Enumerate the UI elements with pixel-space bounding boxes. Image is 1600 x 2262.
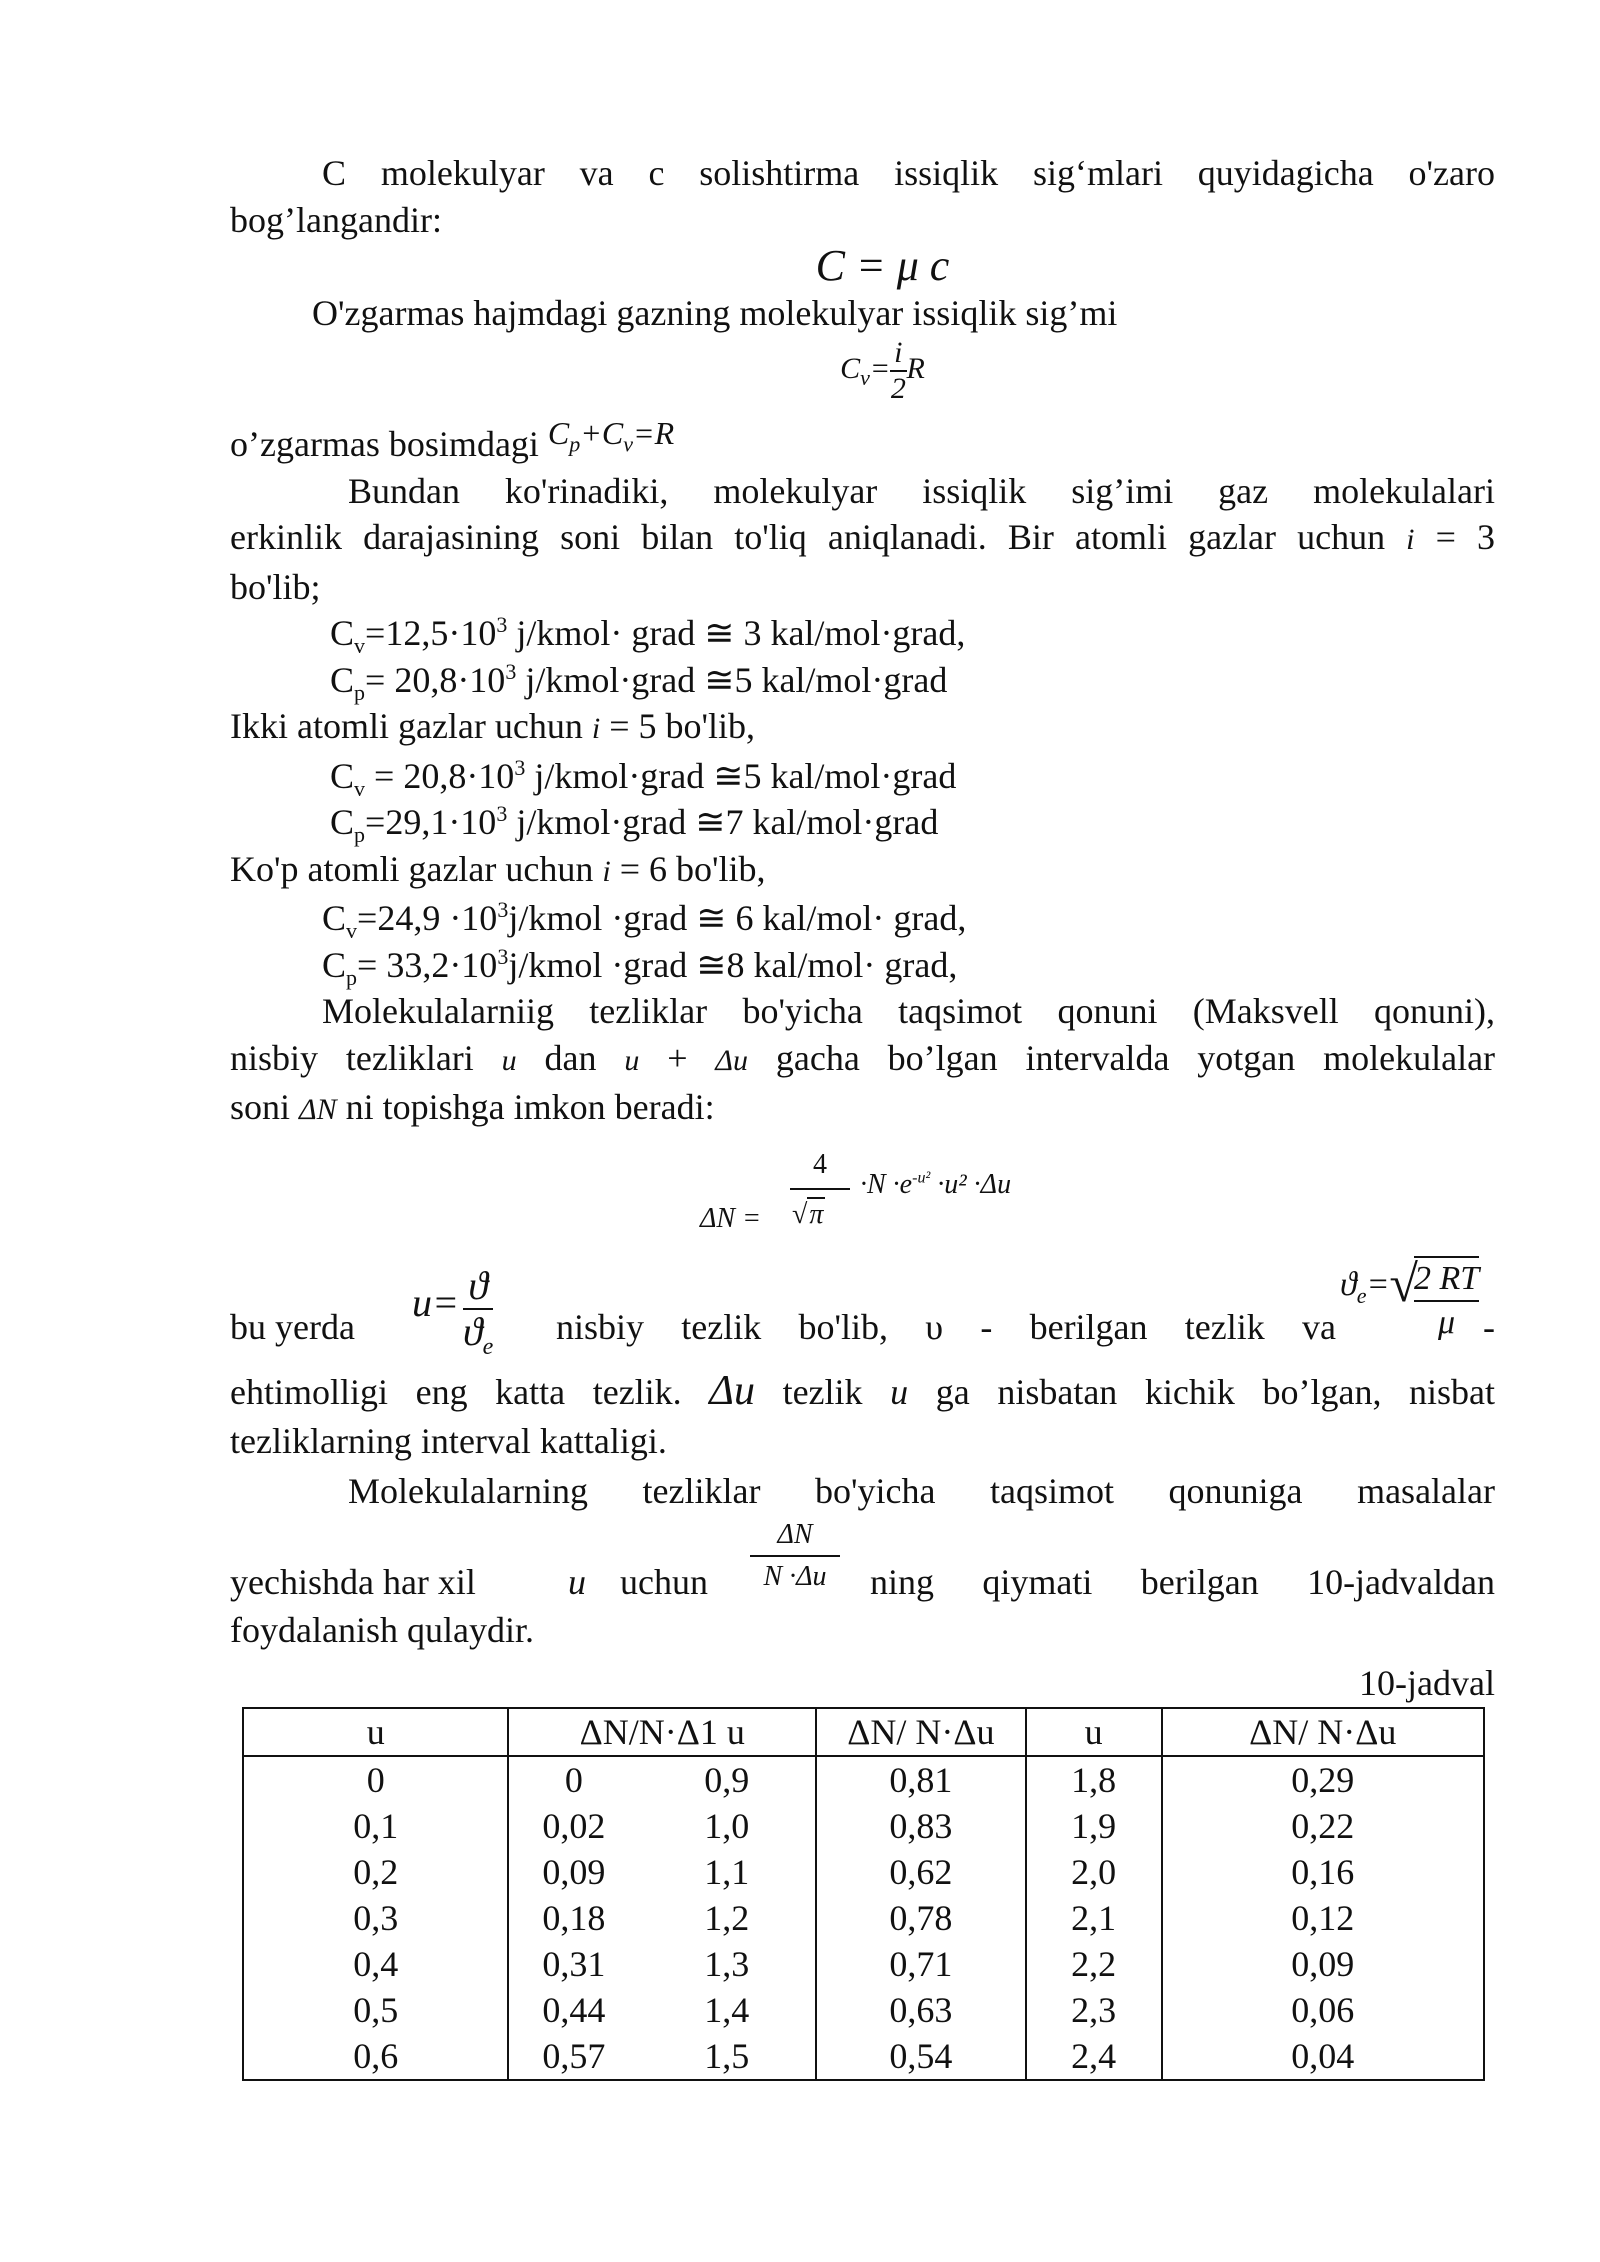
table-cell: 1,2	[704, 1898, 750, 1938]
table-cell: 0,29	[1162, 1756, 1484, 1803]
formula-plus-cv: +C	[580, 415, 624, 451]
table-row	[243, 1849, 1484, 1895]
symbol-u: u	[501, 1043, 517, 1077]
paragraph-2: O'zgarmas hajmdagi gazning molekulyar issiqlik sig’mi	[312, 292, 1118, 333]
table-cell: 2,1	[1026, 1895, 1162, 1941]
p8-text-c: ning qiymati berilgan 10-jadvaldan	[870, 1561, 1495, 1602]
theta-numerator: ϑ	[463, 1264, 493, 1310]
p6-text-a: bu yerda	[230, 1306, 355, 1347]
table-cell: 0,44	[508, 1987, 638, 2033]
exponent: 3	[497, 943, 509, 969]
table-cell: 2,0	[1026, 1849, 1162, 1895]
diatomic-cv-line: $C_v = 20,8\cdot 10^3$ j/kmol·grad ≅5 kal/mol·grad	[330, 754, 957, 801]
table-cell: 0,2	[243, 1849, 508, 1895]
formula-equals-r: =R	[632, 415, 675, 451]
fraction-numerator: ΔN	[750, 1515, 840, 1557]
paragraph-1-line-2: bog’langandir:	[230, 199, 442, 240]
table-cell: 0,57	[508, 2033, 638, 2080]
diatomic-intro-text: Ikki atomli gazlar uchun	[230, 706, 583, 746]
table-cell: 0,63	[816, 1987, 1026, 2033]
polyatomic-cv-tail: j/kmol ·grad ≅ 6 kal/mol· grad,	[508, 898, 967, 938]
formula-cv-subscript: v	[860, 364, 870, 390]
table-cell: 1,9	[1026, 1803, 1162, 1849]
table-row	[243, 1756, 1484, 1803]
p5-text-b: dan	[544, 1037, 597, 1078]
paragraph-7-line-2: tezliklarning interval kattaligi.	[230, 1420, 667, 1461]
formula-u-ratio	[412, 1262, 494, 1360]
maxwell-u2-du: ·u² ·Δu	[937, 1168, 1012, 1200]
table-cell: 0,22	[1162, 1803, 1484, 1849]
table-cell: 0,09	[508, 1849, 638, 1895]
p6-text-b: nisbiy tezlik bo'lib, υ - berilgan tezlik va	[556, 1306, 1336, 1347]
formula-cv-r: R	[906, 351, 925, 385]
mono-cp-line: $C_p= 20,8\cdot 10^3$ j/kmol·grad ≅5 kal/mol·grad	[330, 658, 948, 705]
header-dn-ndu-2: ΔN/ N·Δu	[816, 1708, 1026, 1756]
paragraph-3-text: o’zgarmas bosimdagi	[230, 424, 539, 464]
maxwell-exponent: -u²	[912, 1169, 931, 1187]
table-cell: 1,8	[1026, 1756, 1162, 1803]
diatomic-cv-value: = 20,8·10	[365, 755, 515, 796]
paragraph-4-line-2-text: erkinlik darajasining soni bilan to'liq aniqlanadi. Bir atomli gazlar uchun	[230, 517, 1386, 557]
theta-denominator: ϑ	[463, 1308, 483, 1354]
formula-cv-denominator: 2	[890, 372, 906, 405]
maxwell-numerator: 4	[790, 1142, 850, 1191]
table-row	[243, 2033, 1484, 2080]
table-cell: 1,1	[704, 1852, 750, 1892]
exponent: 3	[496, 612, 508, 637]
paragraph-4-line-3: bo'lib;	[230, 566, 321, 607]
table-cell: 0,12	[1162, 1895, 1484, 1941]
paragraph-8-line-2	[230, 1515, 1495, 1607]
exponent: 3	[497, 897, 509, 922]
diatomic-cp-line: $C_p=29,1\cdot 10^3$ j/kmol·grad ≅7 kal/mol·grad	[330, 801, 939, 848]
maxwell-denominator: √π	[792, 1198, 824, 1230]
table-cell: 0,3	[243, 1895, 508, 1941]
p5-text-soni: soni	[230, 1087, 291, 1127]
table-cell: 0,9	[704, 1760, 750, 1800]
theta-e-denominator: μ	[1438, 1303, 1456, 1341]
symbol-u: u	[890, 1371, 909, 1412]
p8-text-b: uchun	[620, 1561, 708, 1602]
table-cell: 0,09	[1162, 1941, 1484, 1987]
formula-cv-numerator: i	[890, 336, 906, 372]
paragraph-4-line-1: Bundan ko'rinadiki, molekulyar issiqlik sig’imi gaz molekulalari	[348, 470, 1495, 511]
paragraph-5-line-2	[230, 1035, 1495, 1085]
formula-dn-ndu	[750, 1515, 840, 1597]
table-cell: 0,6	[243, 2033, 508, 2080]
header-u-2: u	[1026, 1708, 1162, 1756]
paragraph-4-line-2	[230, 514, 1495, 564]
mono-cv-value: 12,5·10	[385, 613, 497, 653]
paragraph-1-line-1: C molekulyar va c solishtirma issiqlik sig‘mlari quyidagicha o'zaro	[322, 153, 1495, 193]
polyatomic-cp-line: $C_p=$ $33,2\cdot 10^3j$/kmol ·grad ≅8 kal/mol· grad,	[322, 943, 958, 990]
polyatomic-intro	[230, 846, 1495, 896]
symbol-i: i	[602, 854, 611, 888]
symbol-u: u	[568, 1561, 586, 1602]
header-dn-ndu-1: ΔN/N·Δ1 u	[508, 1708, 816, 1756]
table-cell: 1,3	[704, 1944, 750, 1984]
table-cell: 0,04	[1162, 2033, 1484, 2080]
formula-cv-symbol: C	[840, 351, 861, 385]
exponent: 3	[505, 658, 517, 684]
formula-cp-cv-r: $C_p+C_v=R$	[547, 415, 675, 457]
table-cell: 0,5	[243, 1987, 508, 2033]
table-header-row	[243, 1708, 1484, 1756]
fraction-denominator: N ·Δu	[763, 1560, 827, 1592]
p5-text-d: gacha bo’lgan intervalda yotgan molekulalar	[775, 1037, 1496, 1078]
diatomic-cv-tail: j/kmol·grad ≅5 kal/mol·grad	[534, 755, 957, 796]
header-dn-ndu-3: ΔN/ N·Δu	[1162, 1708, 1484, 1756]
paragraph-7-line-1	[230, 1368, 1495, 1418]
paragraph-5-line-1: Molekulalarniig tezliklar bo'yicha taqsimot qonuni (Maksvell qonuni),	[322, 991, 1495, 1031]
paragraph-3	[230, 410, 1495, 468]
polyatomic-intro-value: = 6 bo'lib,	[619, 848, 766, 889]
mono-cp-tail: j/kmol·grad ≅5 kal/mol·grad	[525, 659, 948, 700]
table-cell: 2,4	[1026, 2033, 1162, 2080]
table-cell: 0	[243, 1756, 508, 1803]
p5-text-end: ni topishga imkon beradi:	[345, 1087, 715, 1127]
document-body	[230, 150, 1495, 1653]
table-cell: 0,4	[243, 1941, 508, 1987]
exponent: 3	[514, 754, 526, 780]
maxwell-rest	[860, 1162, 1011, 1209]
diatomic-intro-value: = 5 bo'lib,	[609, 706, 756, 746]
maxwell-n-e: ·N ·e	[860, 1168, 913, 1200]
polyatomic-cp-value: = 33,2·10	[357, 944, 498, 985]
paragraph-8-line-1: Molekulalarning tezliklar bo'yicha taqsimot qonuniga masalalar	[348, 1471, 1495, 1511]
table-cell: 0,02	[508, 1803, 638, 1849]
table-body	[243, 1756, 1484, 2080]
table-cell: 0,54	[816, 2033, 1026, 2080]
exponent: 3	[496, 801, 508, 826]
formula-cv: $C_v=$ $\frac{i}{2}$ R	[840, 336, 925, 405]
table-cell: 0,71	[816, 1941, 1026, 1987]
maxwell-lhs: ΔN =	[700, 1202, 762, 1234]
u-equals: u=	[412, 1279, 459, 1325]
formula-cp-symbol: C	[547, 415, 570, 451]
formula-maxwell	[230, 1134, 1495, 1244]
p7-text-a: ehtimolligi eng katta tezlik.	[230, 1371, 682, 1412]
p7-text-c: ga nisbatan kichik bo’lgan, nisbat	[935, 1371, 1496, 1412]
symbol-u: u	[624, 1043, 640, 1077]
paragraph-6	[230, 1244, 1495, 1368]
table-row	[243, 1941, 1484, 1987]
table-cell: 0,06	[1162, 1987, 1484, 2033]
mono-cv-line: $C_v=12,5\cdot 10^3$ j/kmol· grad ≅ 3 kal/mol·grad,	[330, 612, 966, 659]
table-row	[243, 1895, 1484, 1941]
polyatomic-cv-line: $C_v=24,9$ $\cdot 10^3j$/kmol ·grad ≅ 6 kal/mol· grad,	[322, 897, 967, 944]
table-row	[243, 1987, 1484, 2033]
velocity-distribution-table	[242, 1707, 1485, 2081]
polyatomic-cp-tail: j/kmol ·grad ≅8 kal/mol· grad,	[508, 944, 958, 985]
table-cell: 2,2	[1026, 1941, 1162, 1987]
symbol-delta-n: ΔN	[299, 1093, 337, 1126]
mono-cv-tail: j/kmol· grad ≅ 3 kal/mol·grad,	[516, 613, 966, 653]
p5-text-a: nisbiy tezliklari	[230, 1037, 474, 1078]
formula-theta-e: $ϑ_e=√$ $\frac{2 RT}{\mu}$	[1340, 1256, 1479, 1344]
table-cell: 0,18	[508, 1895, 638, 1941]
table-cell: 1,4	[704, 1990, 750, 2030]
polyatomic-cv-value: =24,9 ·10	[357, 898, 498, 938]
paragraph-5-line-3	[230, 1084, 1495, 1134]
symbol-i: i	[1406, 523, 1415, 556]
header-u: u	[243, 1708, 508, 1756]
symbol-delta-u: Δu	[709, 1367, 755, 1414]
paragraph-4-line-2-value: = 3	[1435, 517, 1496, 557]
table-cell: 0,81	[816, 1756, 1026, 1803]
table-cell: 0,83	[816, 1803, 1026, 1849]
p8-text-a: yechishda har xil	[230, 1561, 476, 1602]
theta-sub-e: e	[482, 1333, 494, 1360]
theta-e-numerator: 2 RT	[1414, 1258, 1479, 1302]
symbol-delta-u: Δu	[715, 1043, 749, 1077]
symbol-i: i	[591, 712, 601, 745]
maxwell-pi: π	[809, 1198, 824, 1230]
polyatomic-intro-text: Ko'p atomli gazlar uchun	[230, 848, 594, 889]
table-row	[243, 1803, 1484, 1849]
diatomic-cp-tail: j/kmol·grad ≅7 kal/mol·grad	[516, 802, 939, 842]
table-cell: 0,1	[243, 1803, 508, 1849]
paragraph-8-line-3: foydalanish qulaydir.	[230, 1609, 534, 1650]
table-cell: 0,16	[1162, 1849, 1484, 1895]
p7-text-b: tezlik	[782, 1371, 863, 1412]
p5-plus: +	[667, 1037, 688, 1078]
table-cell: 1,5	[638, 2033, 816, 2080]
table-cell: 0,62	[816, 1849, 1026, 1895]
table-cell: 1,0	[704, 1806, 750, 1846]
table-cell: 0,31	[508, 1941, 638, 1987]
mono-cp-value: = 20,8·10	[365, 659, 506, 700]
table-caption: 10-jadval	[1359, 1663, 1495, 1703]
table-cell: 0	[508, 1756, 638, 1803]
diatomic-cp-value: =29,1·10	[365, 802, 497, 842]
p6-dash: -	[1483, 1306, 1495, 1347]
formula-c-mu-c: C = μ c	[815, 241, 950, 290]
diatomic-intro	[230, 703, 1495, 753]
table-cell: 0,78	[816, 1895, 1026, 1941]
table-cell: 2,3	[1026, 1987, 1162, 2033]
